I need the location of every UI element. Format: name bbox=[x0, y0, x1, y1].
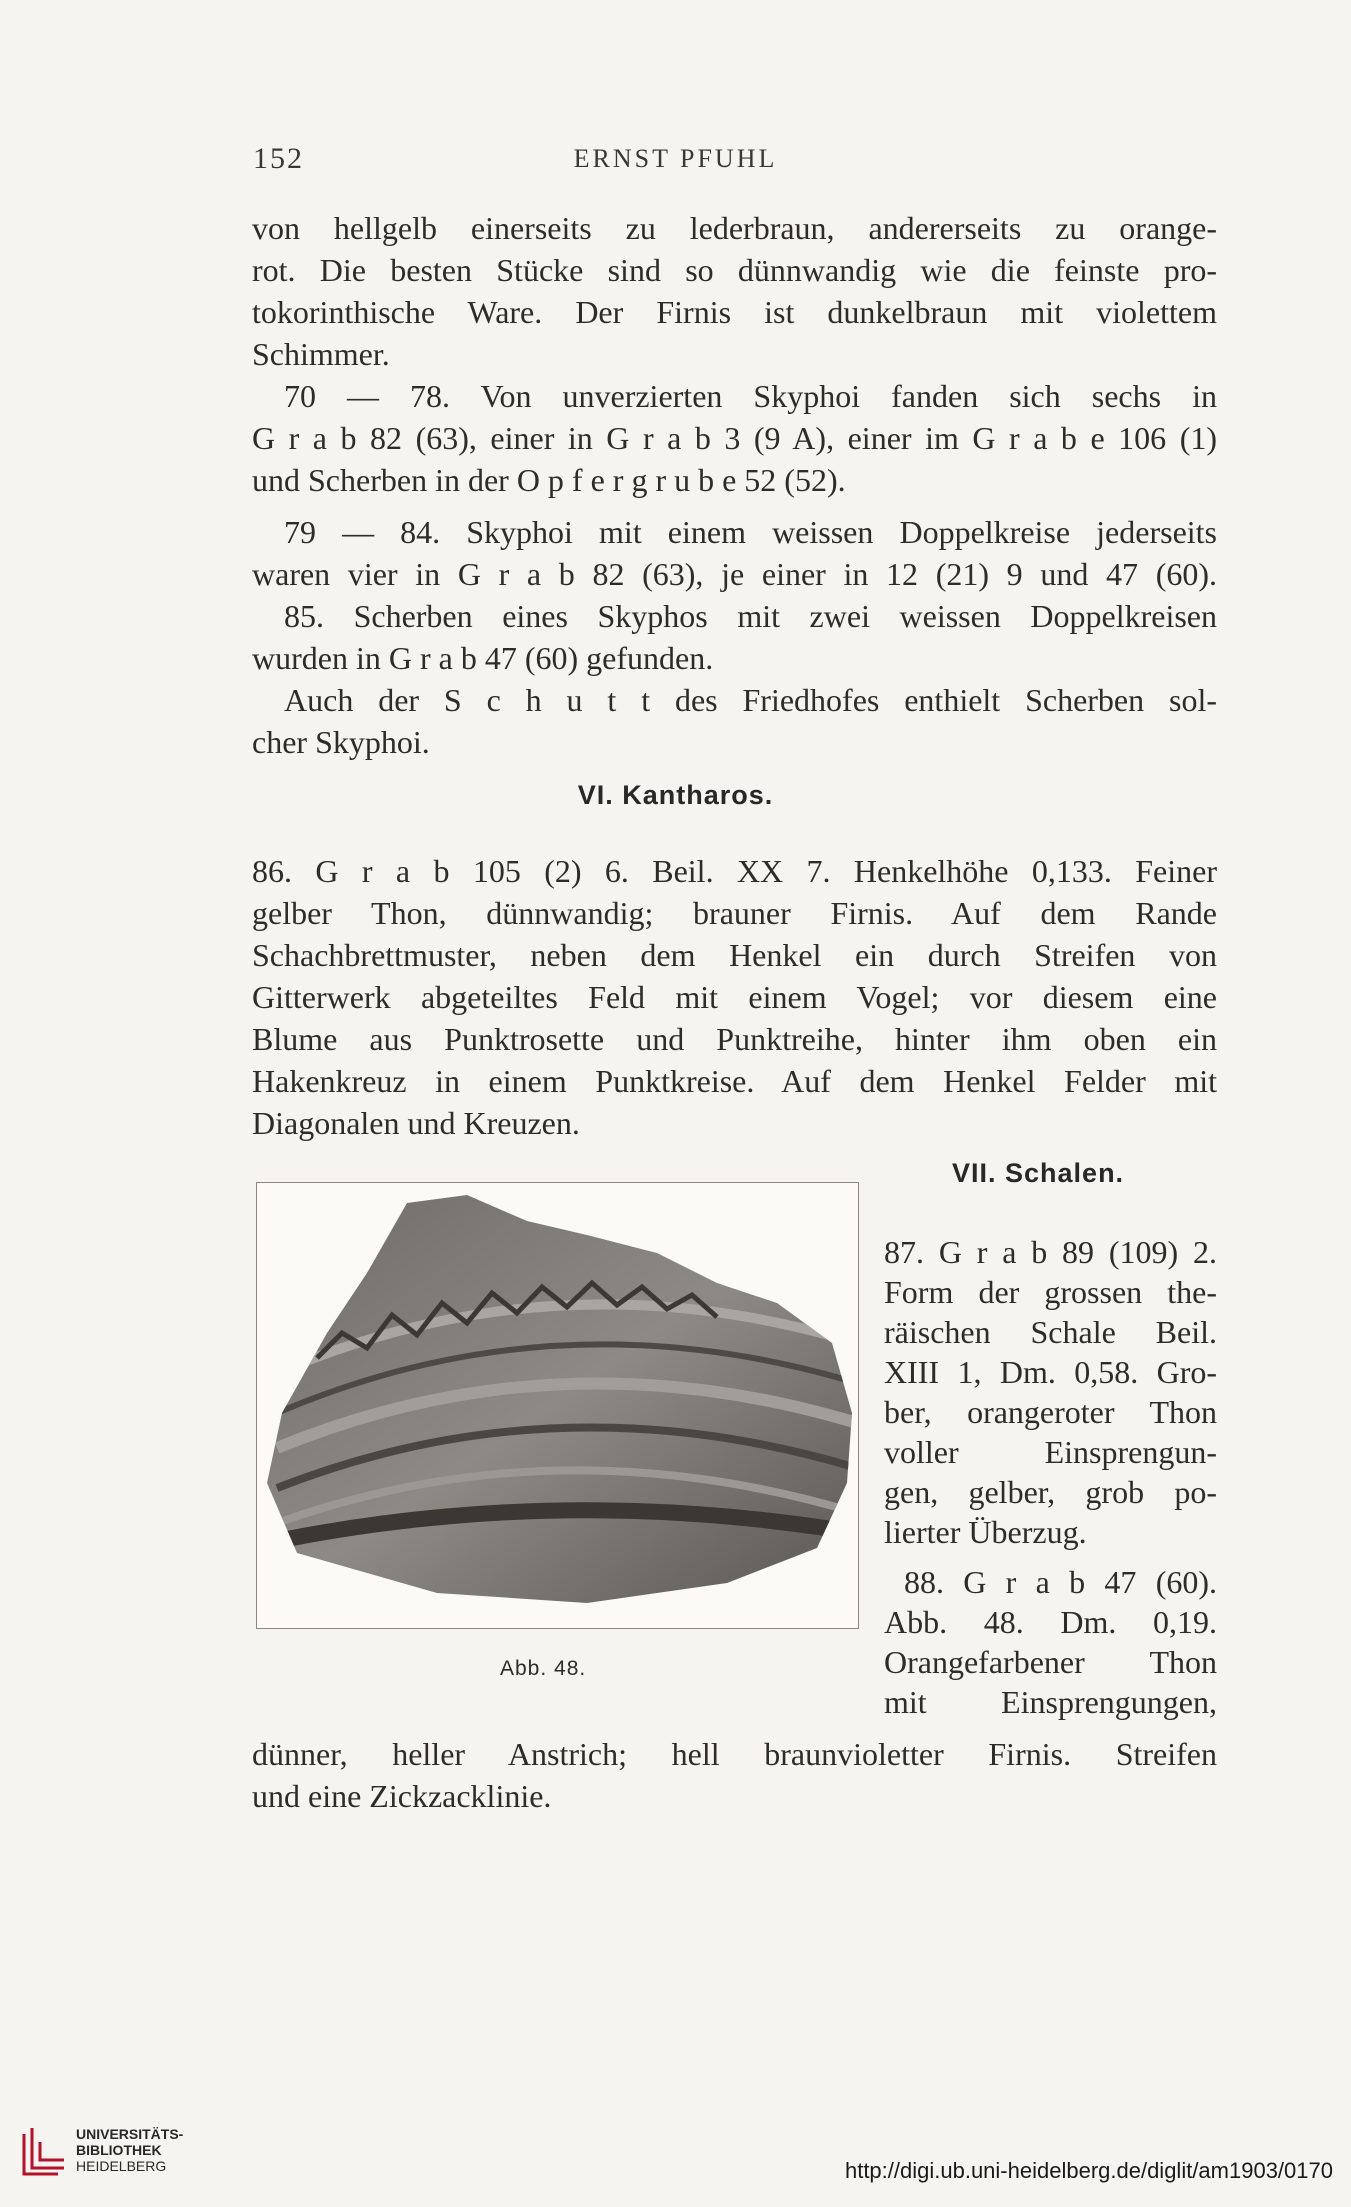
text-line: 88. G r a b 47 (60). bbox=[904, 1564, 1217, 1600]
figure-caption: Abb. 48. bbox=[500, 1657, 587, 1680]
text-line: G r a b 82 (63), einer in G r a b 3 (9 A), einer im G r a b e 106 (1) bbox=[252, 420, 1217, 456]
text-line: wurden in G r a b 47 (60) gefunden. bbox=[252, 640, 714, 676]
text-line: 86. G r a b 105 (2) 6. Beil. XX 7. Henkelhöhe 0,133. Feiner bbox=[252, 853, 1217, 889]
text-line: Schimmer. bbox=[252, 336, 390, 372]
page-number: 152 bbox=[253, 142, 304, 175]
text-line: Form der grossen the- bbox=[884, 1274, 1217, 1310]
text-line: dünner, heller Anstrich; hell braunvioletter Firnis. Streifen bbox=[252, 1736, 1217, 1772]
text-line: XIII 1, Dm. 0,58. Gro- bbox=[884, 1354, 1217, 1390]
text-line: waren vier in G r a b 82 (63), je einer in 12 (21) 9 und 47 (60). bbox=[252, 556, 1217, 592]
text-line: 70 — 78. Von unverzierten Skyphoi fanden sich sechs in bbox=[284, 378, 1217, 414]
text-line: 85. Scherben eines Skyphos mit zwei weissen Doppelkreisen bbox=[284, 598, 1217, 634]
page-header bbox=[0, 142, 1351, 182]
text-line: Gitterwerk abgeteiltes Feld mit einem Vogel; vor diesem eine bbox=[252, 979, 1217, 1015]
library-logo-text bbox=[76, 2126, 183, 2174]
text-line: rot. Die besten Stücke sind so dünnwandig wie die feinste pro- bbox=[252, 252, 1217, 288]
section-heading-vi: VI. Kantharos. bbox=[577, 780, 774, 810]
source-url-link[interactable]: http://digi.ub.uni-heidelberg.de/diglit/am1903/0170 bbox=[844, 2158, 1333, 2183]
text-line: Blume aus Punktrosette und Punktreihe, hinter ihm oben ein bbox=[252, 1021, 1217, 1057]
text-line: und eine Zickzacklinie. bbox=[252, 1778, 552, 1814]
text-line: Schachbrettmuster, neben dem Henkel ein durch Streifen von bbox=[252, 937, 1217, 973]
library-logo-icon bbox=[18, 2122, 68, 2184]
text-line: mit Einsprengungen, bbox=[884, 1684, 1217, 1720]
text-line: ber, orangeroter Thon bbox=[884, 1394, 1217, 1430]
logo-line-2: BIBLIOTHEK bbox=[76, 2142, 162, 2158]
text-line: 79 — 84. Skyphoi mit einem weissen Doppelkreise jederseits bbox=[284, 514, 1217, 550]
text-line: Abb. 48. Dm. 0,19. bbox=[884, 1604, 1217, 1640]
text-line: gen, gelber, grob po- bbox=[884, 1474, 1217, 1510]
logo-line-3: HEIDELBERG bbox=[76, 2158, 167, 2174]
section-heading-vii: VII. Schalen. bbox=[952, 1158, 1125, 1188]
figure-abb-48 bbox=[256, 1182, 859, 1629]
logo-line-1: UNIVERSITÄTS- bbox=[76, 2126, 184, 2142]
text-line: voller Einsprengun- bbox=[884, 1434, 1217, 1470]
text-line: von hellgelb einerseits zu lederbraun, andererseits zu orange- bbox=[252, 210, 1217, 246]
text-line: Orangefarbener Thon bbox=[884, 1644, 1217, 1680]
library-logo bbox=[18, 2118, 184, 2198]
text-line: Auch der S c h u t t des Friedhofes enthielt Scherben sol- bbox=[284, 682, 1217, 718]
text-line: räischen Schale Beil. bbox=[884, 1314, 1217, 1350]
text-line: tokorinthische Ware. Der Firnis ist dunkelbraun mit violettem bbox=[252, 294, 1217, 330]
text-line: Hakenkreuz in einem Punktkreise. Auf dem Henkel Felder mit bbox=[252, 1063, 1217, 1099]
text-line: lierter Überzug. bbox=[884, 1514, 1087, 1550]
text-line: gelber Thon, dünnwandig; brauner Firnis. Auf dem Rande bbox=[252, 895, 1217, 931]
text-line: 87. G r a b 89 (109) 2. bbox=[884, 1234, 1217, 1270]
pottery-sherd-photo bbox=[257, 1183, 858, 1628]
text-line: Diagonalen und Kreuzen. bbox=[252, 1105, 580, 1141]
text-line: cher Skyphoi. bbox=[252, 724, 430, 760]
running-head: ERNST PFUHL bbox=[573, 144, 778, 173]
text-line: und Scherben in der O p f e r g r u b e 52 (52). bbox=[252, 462, 846, 498]
